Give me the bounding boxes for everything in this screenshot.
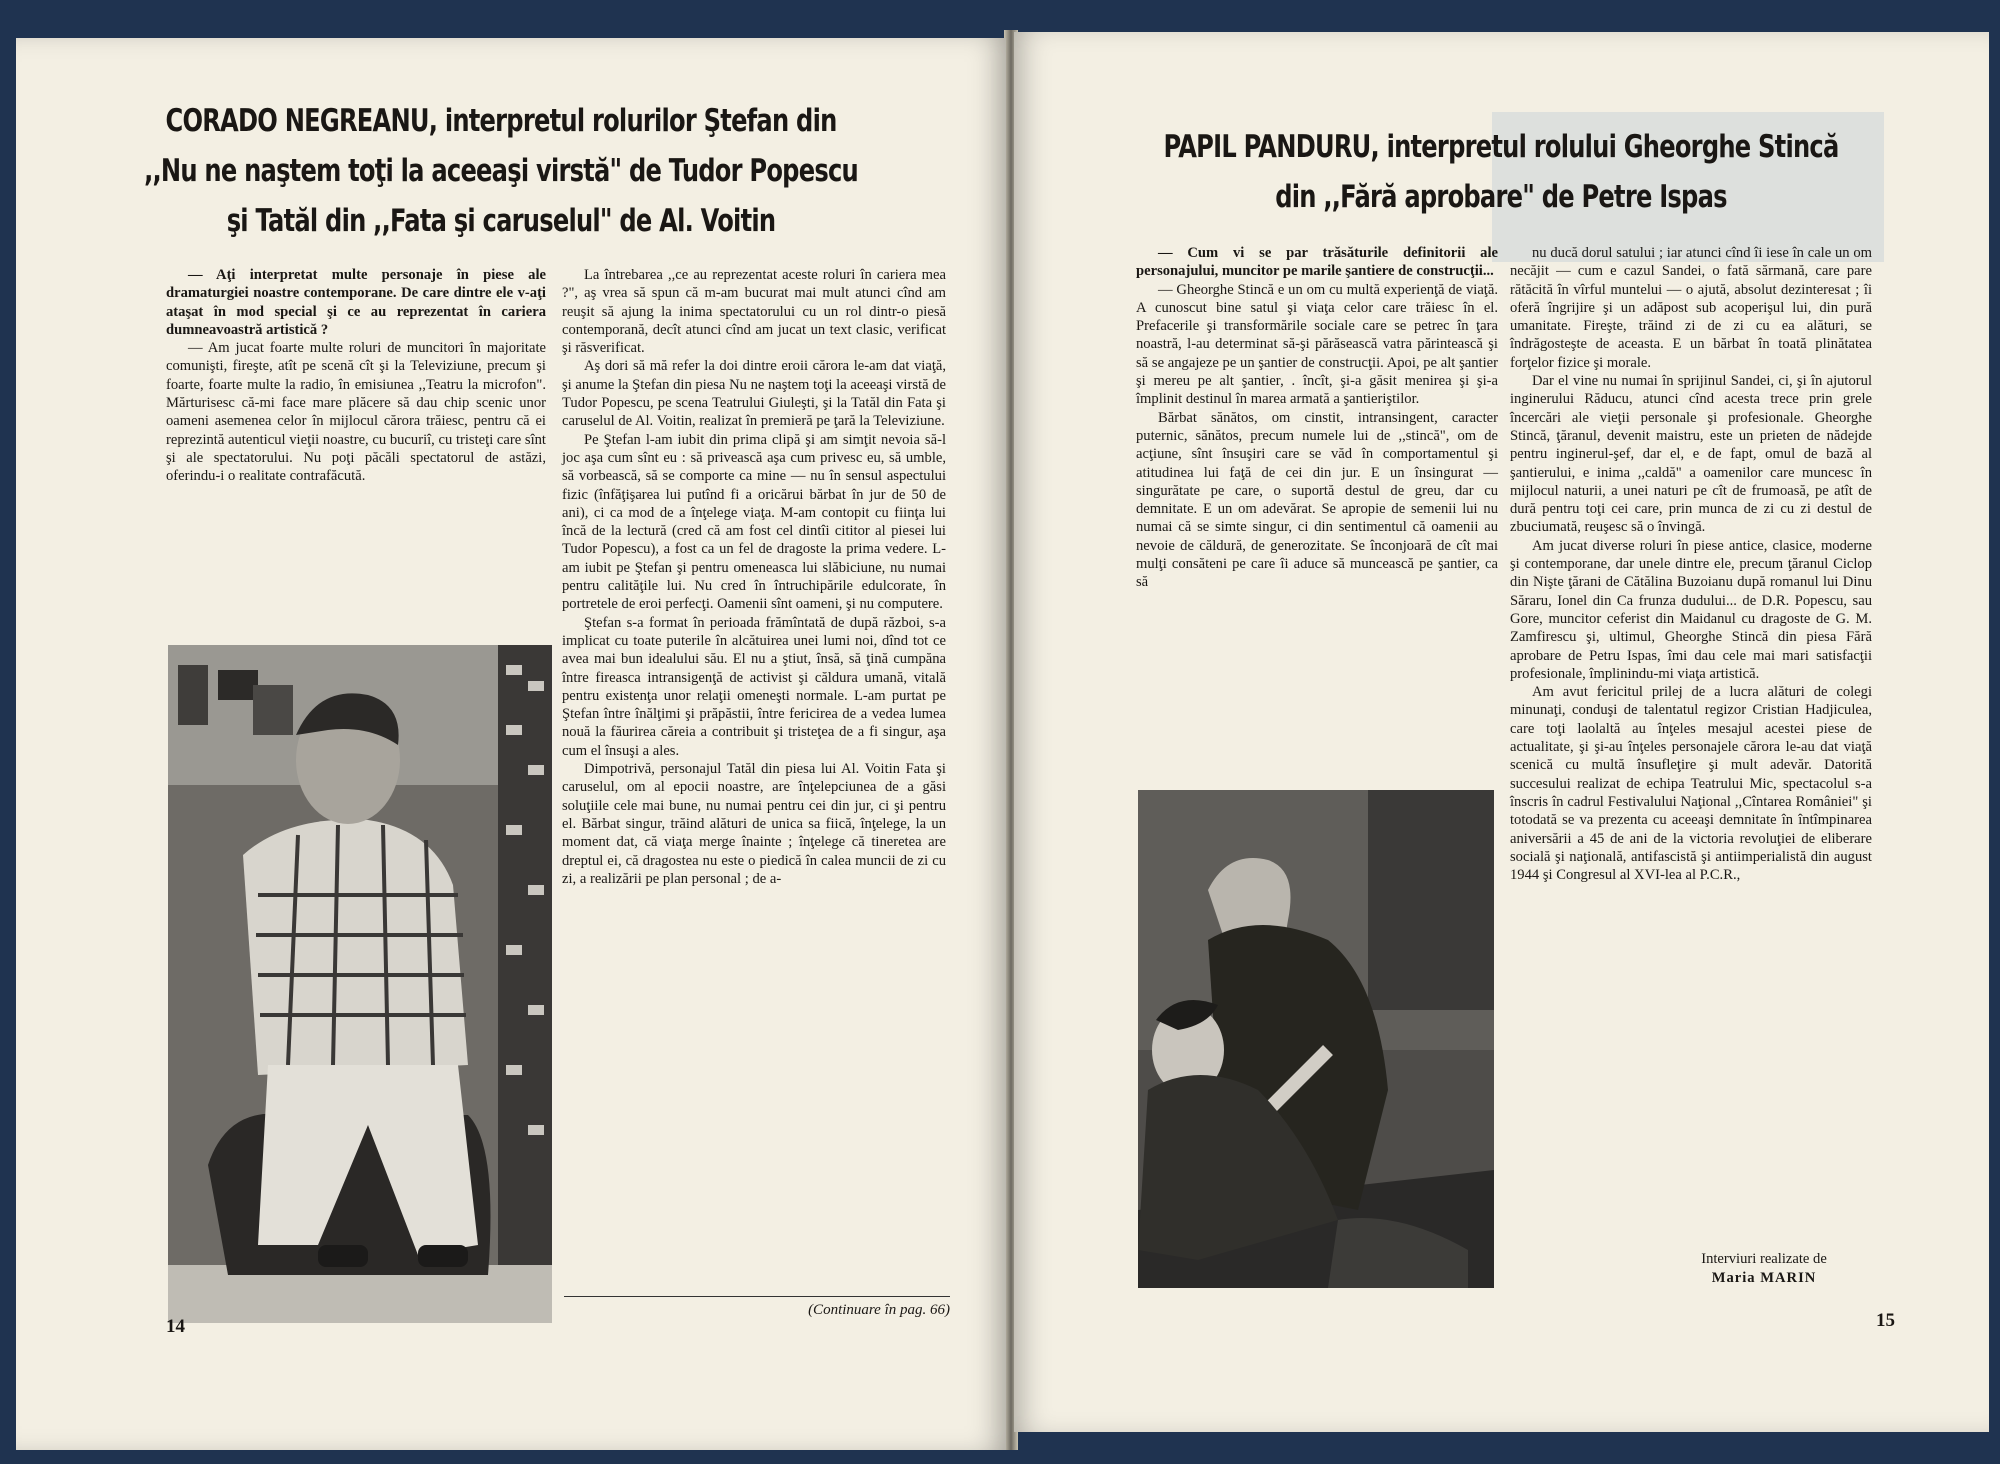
page-number-right: 15 [1876, 1310, 1895, 1331]
left-column-2 [562, 266, 946, 888]
left-headline-line-3: şi Tatăl din ,,Fata şi caruselul" de Al. Voitin [226, 203, 776, 239]
left-col2-paragraph-2: Aş dori să mă refer la doi dintre eroii cărora le-am dat viaţă, şi anume la Ştefan din piesa Nu ne naştem toţi la aceeaşi virstă de Tudor Popescu, pe scena Teatrului Giuleşti, şi la Tatăl din Fata şi caruselul de Al. Voitin, realizat în premieră pe ţară la Televiziune. [562, 358, 946, 430]
right-page [1014, 32, 1989, 1432]
continuation-note: (Continuare în pag. 66) [808, 1302, 950, 1318]
right-question: — Cum vi se par trăsăturile definitorii ale personajului, muncitor pe marile şantiere de construcţii... [1136, 245, 1498, 280]
actor-photo-corado-negreanu [168, 645, 552, 1323]
left-page [16, 38, 1006, 1450]
left-question: — Aţi interpretat multe personaje în piese ale dramaturgiei noastre contemporane. De care dintre ele v-aţi ataşat în mod special şi ce au reprezentat în cariera dumneavoastră artistică ? [166, 267, 546, 338]
left-headline-line-1: CORADO NEGREANU, interpretul rolurilor Ştefan din [165, 103, 837, 139]
byline-label: Interviuri realizate de [1701, 1251, 1827, 1267]
right-col2-paragraph-3: Am jucat diverse roluri în piese antice, clasice, moderne şi contemporane, dar unele dintre ele, precum ţăranul Ciclop din Nişte ţărani de Cătălina Buzoianu după romanul lui Dinu Săraru, Ionel din Ca frunza dudului... de D.R. Popescu, sau Gore, muncitor ceferist din Maidanul cu dragoste de G. M. Zamfirescu şi, ultimul, Gheorghe Stincă din piesa Fără aprobare de Petru Ispas, îmi dau cele mai mari satisfacţii profesionale, împlinindu-mi viaţa artistică. [1510, 537, 1872, 682]
left-col2-paragraph-3: Pe Ştefan l-am iubit din prima clipă şi am simţit nevoia să-l joc aşa cum sînt eu : să privească aşa cum privesc eu, să umble, să vorbească, să se comporte ca mine — nu în sensul aspectului fizic (înfăţişarea lui putînd fi a oricărui bărbat în jur de 50 de ani), ci ca mod de a înţelege viaţa. M-am contopit cu fiinţa lui încă de la lectură (cred că am fost cel dintîi cititor al piesei lui Tudor Popescu), a fost ca un fel de dragoste la prima vedere. L-am iubit pe Ştefan şi pentru omeneasca lui slăbiciune, nu numai pentru calităţile lui. Nu cred în întruchipările edulcorate, în portretele de eroi perfecţi. Oamenii sînt oameni, şi nu computere. [562, 431, 946, 613]
byline-author: Maria MARIN [1711, 1269, 1817, 1286]
right-column-2 [1510, 244, 1872, 884]
scene-photo-fara-aprobare [1138, 790, 1494, 1288]
page-number-left: 14 [166, 1316, 185, 1337]
right-answer-paragraph-1: — Gheorghe Stincă e un om cu multă experienţă de viaţă. A cunoscut bine satul şi viaţa celor care trăiesc în el. Prefacerile şi transformările sociale care se petrec în ţara noastră, l-au determinat să-şi părăsească vatra părintească şi să se angajeze pe un şantier de construcţii. Apoi, pe alt şantier şi mereu pe alt şantier, . încît, şi-a găsit menirea şi şi-a împlinit destinul în marea armată a şantieriştilor. [1136, 281, 1498, 408]
right-col2-paragraph-4: Am avut fericitul prilej de a lucra alături de colegi minunaţi, conduşi de talentatul regizor Cristian Hadjiculea, care toţi laolaltă au înţeles mesajul acestei piese de actualitate, şi şi-au înţeles personajele cărora le-au dat viaţă scenică cu multă însufleţire şi mult adevăr. Datorită succesului realizat de echipa Teatrului Mic, spectacolul s-a înscris în cadrul Festivalului Naţional ,,Cîntarea României" şi totodată se va prezenta cu aceeaşi demnitate în întîmpinarea aniversării a 45 de ani de la victoria revoluţiei de eliberare socială şi naţională, antifascistă şi antiimperialistă din august 1944 şi Congresul al XVI-lea al P.C.R., [1510, 684, 1872, 884]
right-headline-line-2: din ,,Fără aprobare" de Petre Ispas [1275, 179, 1727, 215]
right-answer-paragraph-2: Bărbat sănătos, om cinstit, intransingent, caracter puternic, sănătos, precum numele lui de ,,stincă", om de acţiune, sînt însuşiri care se văd în comportamentul şi atitudinea lui faţă de cei din jur. E un însingurat — singurătate pe care, o suportă destul de greu, dar cu demnitate. E un om adevărat. Se apropie de semenii lui nu numai că se simte singur, ci din sentimentul că oamenii au nevoie de căldură, de generozitate. Se înconjoară de cît mai mulţi consăteni pe care îi aduce să muncească pe şantier, ca să [1136, 409, 1498, 591]
left-col2-paragraph-4: Ştefan s-a format în perioada frămîntată de după război, s-a implicat cu toate puterile în alcătuirea unei lumi noi, dînd tot ce avea mai bun idealului său. El nu a ştiut, însă, să ţină cumpăna între fireasca intransigenţă de activist şi căldura umană, vitală pentru existenţa unor relaţii omeneşti normale. L-am purtat pe Ştefan între înălţimi şi prăpăstii, între fericirea de a vedea lumea nouă la făurirea căreia a contribuit şi tristeţea de a fi singur, aşa cum el însuşi a ales. [562, 614, 946, 759]
left-col2-paragraph-1: La întrebarea ,,ce au reprezentat aceste roluri în cariera mea ?", aş vrea să spun că m-am bucurat mai mult atunci cînd am reuşit să ajung la inima spectatorului cu un rol dintr-o piesă contemporană, decît atunci cînd am jucat un text clasic, verificat şi răsverificat. [562, 267, 946, 357]
right-col2-paragraph-2: Dar el vine nu numai în sprijinul Sandei, ci, şi în ajutorul inginerului Răducu, atunci cînd acesta trece prin grele încercări ale vieţii personale şi profesionale. Gheorghe Stincă, ţăranul, devenit maistru, este un prieten de nădejde pentru inginerul-şef, dar el, e de fapt, omul de bază al şantierului, e inima ,,caldă" a oamenilor care muncesc în mijlocul naturii, a unei naturi pe cît de frumoasă, pe atît de dură pentru toţi cei care, prin munca de zi cu zi destul de zbuciumată, reuşesc să o învingă. [1510, 373, 1872, 536]
left-headline [111, 96, 891, 246]
byline [1614, 1250, 1914, 1287]
right-col2-paragraph-1: nu ducă dorul satului ; iar atunci cînd îi iese în cale un om necăjit — cum e cazul Sandei, o fată sărmană, care pare rătăcită în vîrful muntelui — o ajută, absolut dezinteresat ; îi oferă îngrijire şi un adăpost sub acoperişul lui, din pură umanitate. Fireşte, trăind zi de zi cu ea alături, se îndrăgosteşte de aceasta. E un bărbat în toată plinătatea forţelor fizice şi morale. [1510, 245, 1872, 371]
left-headline-line-2: ,,Nu ne naştem toţi la aceeaşi virstă" de Tudor Popescu [144, 153, 858, 189]
left-column-1 [166, 266, 546, 486]
right-headline [1115, 122, 1887, 222]
continuation-rule [564, 1296, 950, 1297]
left-col2-paragraph-5: Dimpotrivă, personajul Tatăl din piesa lui Al. Voitin Fata şi caruselul, om al epocii noastre, are înţelepciunea de a găsi soluţiile cele mai bune, nu numai pentru cei din jur, ci şi pentru el. Bărbat singur, trăind alături de unica sa fiică, înţelege, la un moment dat, că viaţa merge înainte ; înţelege că tineretea are dreptul ei, că dragostea nu este o piedică în calea muncii de zi cu zi, a realizării pe plan personal ; de a- [562, 761, 946, 887]
right-headline-line-1: PAPIL PANDURU, interpretul rolului Gheorghe Stincă [1163, 129, 1839, 165]
left-answer-paragraph: — Am jucat foarte multe roluri de muncitori în majoritate comunişti, fireşte, atît pe scenă cît şi la Televiziune, precum şi foarte, foarte multe la radio, în emisiunea ,,Teatru la microfon". Mărturisesc că-mi face mare plăcere să dau chip scenic unor oameni asemenea celor în mijlocul cărora trăiesc, pentru că ei reprezintă autenticul vieţii noastre, cu bucuriî, cu tristeţi care sînt şi ale spectatorului. Nu poţi păcăli spectatorul de astăzi, oferindu-i o realitate contrafăcută. [166, 340, 546, 485]
right-column-1 [1136, 244, 1498, 592]
